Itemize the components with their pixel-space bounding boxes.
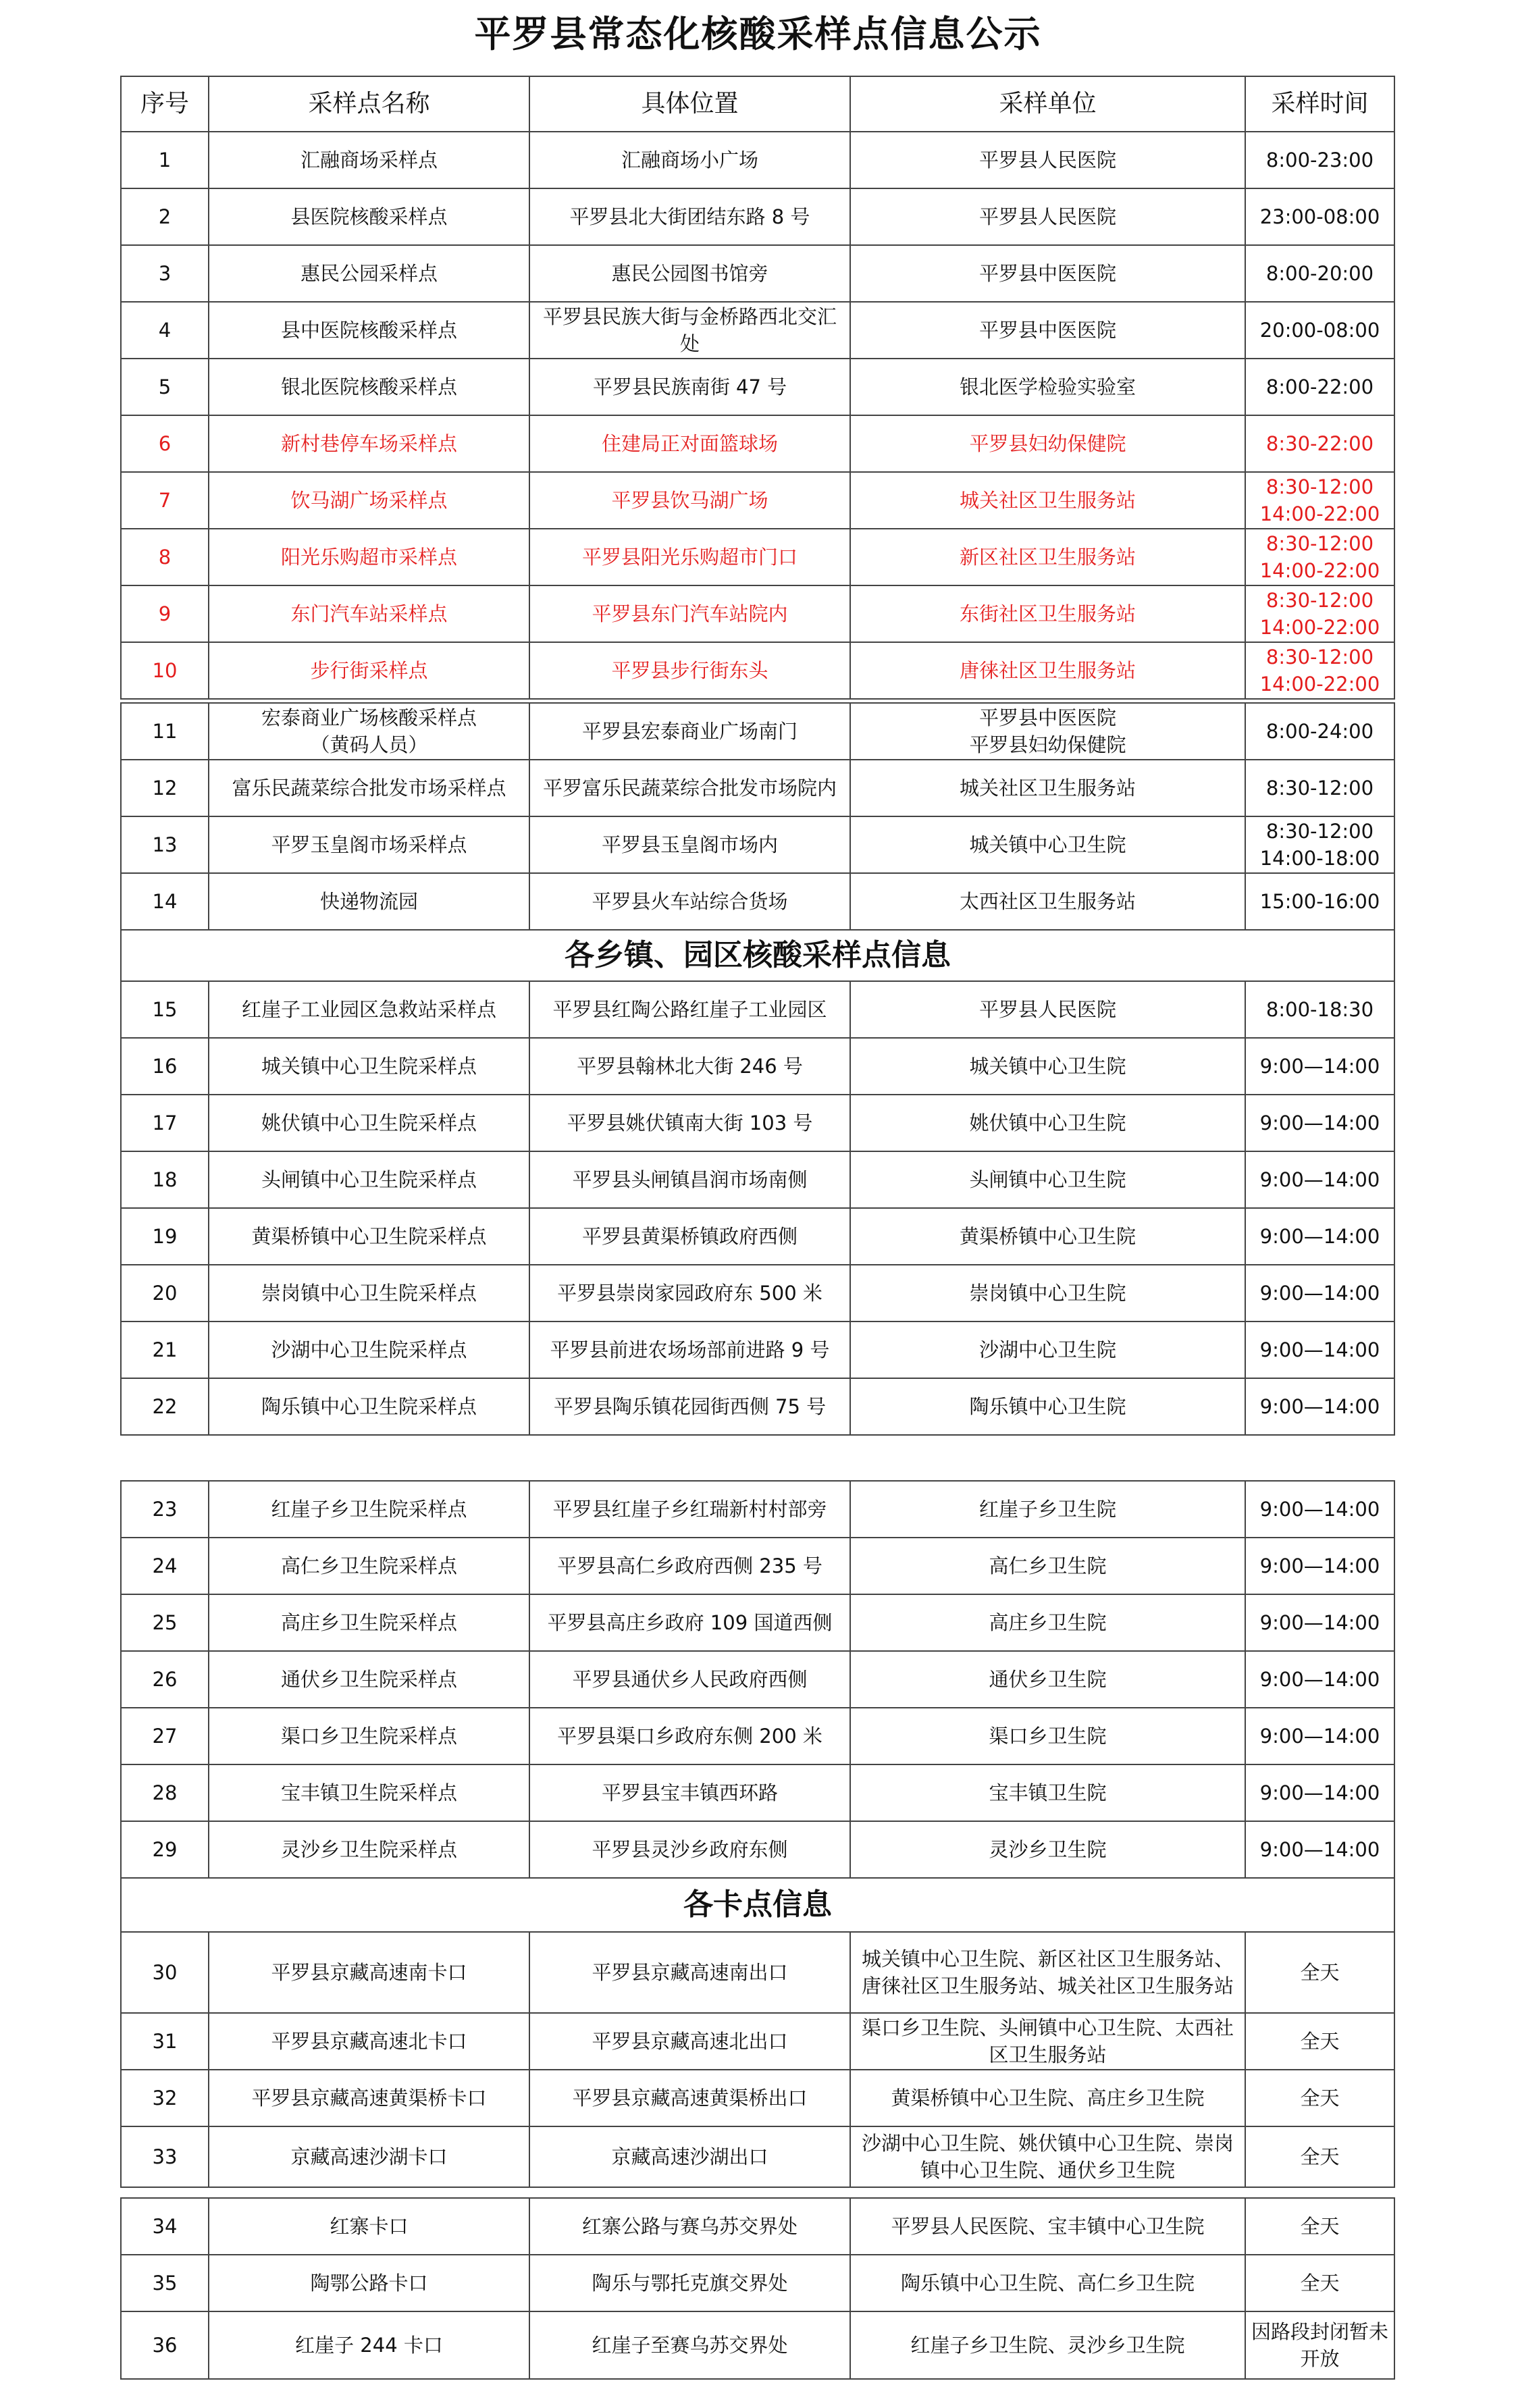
cell-time-line: 8:30-22:00 — [1265, 432, 1374, 455]
cell-no: 14 — [121, 873, 209, 930]
cell-name: 银北医院核酸采样点 — [209, 359, 529, 415]
cell-name: 头闸镇中心卫生院采样点 — [209, 1151, 529, 1208]
cell-name — [209, 873, 529, 930]
cell-time: 9:00—14:00 — [1245, 1821, 1394, 1878]
table-row — [121, 472, 1394, 529]
table-row — [121, 1038, 1394, 1095]
table-row — [121, 529, 1394, 585]
cell-unit: 城关镇中心卫生院、新区社区卫生服务站、唐徕社区卫生服务站、城关社区卫生服务站 — [850, 1932, 1245, 2013]
cell-no: 36 — [121, 2311, 209, 2379]
cell-name: 渠口乡卫生院采样点 — [209, 1708, 529, 1764]
cell-time: 9:00—14:00 — [1245, 1481, 1394, 1538]
cell-name: 京藏高速沙湖卡口 — [209, 2126, 529, 2187]
cell-no: 5 — [121, 359, 209, 415]
cell-unit: 宝丰镇卫生院 — [850, 1764, 1245, 1821]
cell-no: 35 — [121, 2255, 209, 2311]
cell-no: 28 — [121, 1764, 209, 1821]
cell-unit — [850, 703, 1245, 760]
section-title-towns: 各乡镇、园区核酸采样点信息 — [121, 930, 1394, 981]
cell-time — [1245, 188, 1394, 245]
cell-name — [209, 760, 529, 816]
cell-location: 平罗县陶乐镇花园街西侧 75 号 — [529, 1378, 850, 1435]
cell-no: 25 — [121, 1594, 209, 1651]
cell-name: 汇融商场采样点 — [209, 132, 529, 188]
cell-name: 平罗县京藏高速北卡口 — [209, 2013, 529, 2070]
cell-unit: 平罗县中医医院 — [850, 245, 1245, 302]
cell-location: 平罗县东门汽车站院内 — [529, 585, 850, 642]
cell-time-line: 8:30-12:00 — [1265, 589, 1374, 612]
cell-location: 平罗县宏泰商业广场南门 — [529, 703, 850, 760]
cell-time-line: 8:30-12:00 — [1265, 532, 1374, 555]
cell-unit-line: 平罗县中医医院 — [978, 706, 1116, 729]
cell-location: 平罗县京藏高速黄渠桥出口 — [529, 2070, 850, 2126]
cell-no: 27 — [121, 1708, 209, 1764]
cell-unit: 高庄乡卫生院 — [850, 1594, 1245, 1651]
header-unit: 采样单位 — [850, 76, 1245, 132]
cell-location: 平罗县前进农场场部前进路 9 号 — [529, 1321, 850, 1378]
cell-location: 陶乐与鄂托克旗交界处 — [529, 2255, 850, 2311]
section-title-checkpoints: 各卡点信息 — [121, 1878, 1394, 1932]
cell-unit: 通伏乡卫生院 — [850, 1651, 1245, 1708]
cell-time — [1245, 642, 1394, 699]
cell-time-line: 15:00-16:00 — [1259, 890, 1380, 913]
cell-location: 平罗县灵沙乡政府东侧 — [529, 1821, 850, 1878]
header-no: 序号 — [121, 76, 209, 132]
cell-name: 城关镇中心卫生院采样点 — [209, 1038, 529, 1095]
cell-location: 平罗县翰林北大街 246 号 — [529, 1038, 850, 1095]
cell-unit: 红崖子乡卫生院、灵沙乡卫生院 — [850, 2311, 1245, 2379]
cell-name: 红崖子工业园区急救站采样点 — [209, 981, 529, 1038]
cell-time-line: 14:00-22:00 — [1259, 616, 1380, 639]
section-row-checkpoints — [121, 1878, 1394, 1932]
cell-location: 平罗县京藏高速北出口 — [529, 2013, 850, 2070]
cell-location: 平罗县民族南街 47 号 — [529, 359, 850, 415]
cell-unit: 高仁乡卫生院 — [850, 1538, 1245, 1594]
cell-location: 平罗县民族大街与金桥路西北交汇处 — [529, 302, 850, 359]
cell-location: 平罗富乐民蔬菜综合批发市场院内 — [529, 760, 850, 816]
cell-no: 22 — [121, 1378, 209, 1435]
cell-location: 平罗县高庄乡政府 109 国道西侧 — [529, 1594, 850, 1651]
cell-no: 3 — [121, 245, 209, 302]
cell-unit-line: 城关镇中心卫生院 — [969, 833, 1126, 856]
table-row — [121, 132, 1394, 188]
cell-name: 陶乐镇中心卫生院采样点 — [209, 1378, 529, 1435]
cell-unit: 城关社区卫生服务站 — [850, 472, 1245, 529]
cell-unit: 崇岗镇中心卫生院 — [850, 1265, 1245, 1321]
cell-name — [209, 816, 529, 873]
cell-name-line: 富乐民蔬菜综合批发市场采样点 — [232, 777, 506, 800]
cell-name: 步行街采样点 — [209, 642, 529, 699]
cell-name: 陶鄂公路卡口 — [209, 2255, 529, 2311]
table-row — [121, 981, 1394, 1038]
cell-location: 平罗县京藏高速南出口 — [529, 1932, 850, 2013]
table-row — [121, 642, 1394, 699]
table-row — [121, 816, 1394, 873]
table-row — [121, 1932, 1394, 2013]
cell-unit: 陶乐镇中心卫生院、高仁乡卫生院 — [850, 2255, 1245, 2311]
cell-no: 30 — [121, 1932, 209, 2013]
cell-location: 平罗县高仁乡政府西侧 235 号 — [529, 1538, 850, 1594]
cell-location: 住建局正对面篮球场 — [529, 415, 850, 472]
cell-unit: 平罗县妇幼保健院 — [850, 415, 1245, 472]
cell-location: 平罗县渠口乡政府东侧 200 米 — [529, 1708, 850, 1764]
cell-unit: 沙湖中心卫生院 — [850, 1321, 1245, 1378]
table-row — [121, 2070, 1394, 2126]
cell-unit: 新区社区卫生服务站 — [850, 529, 1245, 585]
table-row — [121, 188, 1394, 245]
cell-no: 31 — [121, 2013, 209, 2070]
cell-no: 24 — [121, 1538, 209, 1594]
cell-no: 32 — [121, 2070, 209, 2126]
table-row — [121, 760, 1394, 816]
cell-no: 9 — [121, 585, 209, 642]
table-row — [121, 1151, 1394, 1208]
cell-no: 1 — [121, 132, 209, 188]
cell-time-line: 14:00-22:00 — [1259, 559, 1380, 582]
cell-location: 京藏高速沙湖出口 — [529, 2126, 850, 2187]
table-row — [121, 585, 1394, 642]
cell-unit: 平罗县人民医院 — [850, 188, 1245, 245]
cell-name: 高仁乡卫生院采样点 — [209, 1538, 529, 1594]
cell-time-line: 8:30-12:00 — [1265, 820, 1374, 843]
cell-time: 9:00—14:00 — [1245, 1538, 1394, 1594]
cell-name — [209, 703, 529, 760]
cell-unit: 东街社区卫生服务站 — [850, 585, 1245, 642]
cell-location: 平罗县宝丰镇西环路 — [529, 1764, 850, 1821]
cell-unit: 渠口乡卫生院、头闸镇中心卫生院、太西社区卫生服务站 — [850, 2013, 1245, 2070]
cell-unit: 黄渠桥镇中心卫生院 — [850, 1208, 1245, 1265]
table-row — [121, 1821, 1394, 1878]
table-row — [121, 245, 1394, 302]
cell-time-line: 8:00-23:00 — [1265, 149, 1374, 172]
table-row — [121, 2198, 1394, 2255]
cell-time: 9:00—14:00 — [1245, 1708, 1394, 1764]
cell-time — [1245, 529, 1394, 585]
table-row — [121, 1708, 1394, 1764]
cell-unit: 银北医学检验实验室 — [850, 359, 1245, 415]
cell-unit: 城关镇中心卫生院 — [850, 1038, 1245, 1095]
table-row — [121, 1378, 1394, 1435]
cell-time — [1245, 816, 1394, 873]
table-row — [121, 2255, 1394, 2311]
cell-location: 汇融商场小广场 — [529, 132, 850, 188]
cell-no: 19 — [121, 1208, 209, 1265]
table-row — [121, 1481, 1394, 1538]
table-row — [121, 359, 1394, 415]
cell-time: 因路段封闭暂未开放 — [1245, 2311, 1394, 2379]
cell-unit: 灵沙乡卫生院 — [850, 1821, 1245, 1878]
cell-unit: 平罗县人民医院、宝丰镇中心卫生院 — [850, 2198, 1245, 2255]
cell-time — [1245, 245, 1394, 302]
cell-unit: 渠口乡卫生院 — [850, 1708, 1245, 1764]
cell-location: 平罗县通伏乡人民政府西侧 — [529, 1651, 850, 1708]
cell-unit: 姚伏镇中心卫生院 — [850, 1095, 1245, 1151]
cell-time-line: 8:00-20:00 — [1265, 262, 1374, 285]
cell-time-line: 14:00-22:00 — [1259, 673, 1380, 696]
cell-name-line: 宏泰商业广场核酸采样点 — [261, 706, 477, 729]
cell-name: 姚伏镇中心卫生院采样点 — [209, 1095, 529, 1151]
section-row-towns — [121, 930, 1394, 981]
cell-location: 平罗县火车站综合货场 — [529, 873, 850, 930]
sampling-points-table-urban — [120, 76, 1395, 700]
cell-name: 红崖子乡卫生院采样点 — [209, 1481, 529, 1538]
cell-no: 2 — [121, 188, 209, 245]
cell-time: 全天 — [1245, 1932, 1394, 2013]
table-row — [121, 1538, 1394, 1594]
cell-no: 13 — [121, 816, 209, 873]
cell-no: 7 — [121, 472, 209, 529]
cell-location: 平罗县北大街团结东路 8 号 — [529, 188, 850, 245]
table-row — [121, 1265, 1394, 1321]
cell-unit: 黄渠桥镇中心卫生院、高庄乡卫生院 — [850, 2070, 1245, 2126]
cell-name: 惠民公园采样点 — [209, 245, 529, 302]
table-row — [121, 2126, 1394, 2187]
table-row — [121, 2013, 1394, 2070]
table-row — [121, 703, 1394, 760]
cell-name: 新村巷停车场采样点 — [209, 415, 529, 472]
cell-time: 全天 — [1245, 2070, 1394, 2126]
cell-name: 县医院核酸采样点 — [209, 188, 529, 245]
cell-name: 宝丰镇卫生院采样点 — [209, 1764, 529, 1821]
cell-time-line: 8:30-12:00 — [1265, 777, 1374, 800]
cell-no: 15 — [121, 981, 209, 1038]
cell-time-line: 20:00-08:00 — [1259, 319, 1380, 342]
cell-unit: 沙湖中心卫生院、姚伏镇中心卫生院、崇岗镇中心卫生院、通伏乡卫生院 — [850, 2126, 1245, 2187]
cell-time-line: 14:00-18:00 — [1259, 847, 1380, 870]
cell-time — [1245, 873, 1394, 930]
cell-name-line: 平罗玉皇阁市场采样点 — [271, 833, 467, 856]
cell-name: 平罗县京藏高速南卡口 — [209, 1932, 529, 2013]
cell-time-line: 8:30-12:00 — [1265, 646, 1374, 669]
cell-time: 9:00—14:00 — [1245, 1594, 1394, 1651]
table-row — [121, 415, 1394, 472]
cell-time-line: 8:00-24:00 — [1265, 720, 1374, 743]
cell-unit: 红崖子乡卫生院 — [850, 1481, 1245, 1538]
cell-no: 20 — [121, 1265, 209, 1321]
cell-name-line: 快递物流园 — [319, 890, 418, 913]
cell-no: 33 — [121, 2126, 209, 2187]
cell-time: 9:00—14:00 — [1245, 1764, 1394, 1821]
cell-unit — [850, 760, 1245, 816]
cell-unit-line: 城关社区卫生服务站 — [959, 777, 1136, 800]
cell-time: 全天 — [1245, 2126, 1394, 2187]
cell-location: 红寨公路与赛乌苏交界处 — [529, 2198, 850, 2255]
checkpoints-table-extra — [120, 2197, 1395, 2380]
table-row — [121, 1095, 1394, 1151]
cell-location: 平罗县饮马湖广场 — [529, 472, 850, 529]
cell-name: 县中医院核酸采样点 — [209, 302, 529, 359]
cell-unit — [850, 816, 1245, 873]
cell-no: 11 — [121, 703, 209, 760]
table-row — [121, 1651, 1394, 1708]
cell-location: 平罗县步行街东头 — [529, 642, 850, 699]
cell-time — [1245, 760, 1394, 816]
cell-location: 平罗县头闸镇昌润市场南侧 — [529, 1151, 850, 1208]
cell-location: 平罗县红陶公路红崖子工业园区 — [529, 981, 850, 1038]
cell-location: 红崖子至赛乌苏交界处 — [529, 2311, 850, 2379]
cell-time — [1245, 415, 1394, 472]
sampling-points-table-townships — [120, 1480, 1395, 2188]
cell-no: 16 — [121, 1038, 209, 1095]
cell-no: 4 — [121, 302, 209, 359]
cell-time: 9:00—14:00 — [1245, 1208, 1394, 1265]
cell-unit-line: 太西社区卫生服务站 — [959, 890, 1136, 913]
cell-time — [1245, 585, 1394, 642]
cell-time: 全天 — [1245, 2255, 1394, 2311]
cell-name: 黄渠桥镇中心卫生院采样点 — [209, 1208, 529, 1265]
cell-time — [1245, 472, 1394, 529]
table-row — [121, 1321, 1394, 1378]
cell-location: 平罗县阳光乐购超市门口 — [529, 529, 850, 585]
cell-time-line: 8:00-22:00 — [1265, 375, 1374, 398]
cell-no: 34 — [121, 2198, 209, 2255]
table-row — [121, 2311, 1394, 2379]
cell-unit: 平罗县人民医院 — [850, 132, 1245, 188]
cell-no: 17 — [121, 1095, 209, 1151]
header-time: 采样时间 — [1245, 76, 1394, 132]
cell-name: 沙湖中心卫生院采样点 — [209, 1321, 529, 1378]
cell-name: 红崖子 244 卡口 — [209, 2311, 529, 2379]
cell-time-line: 14:00-22:00 — [1259, 502, 1380, 525]
cell-unit: 平罗县人民医院 — [850, 981, 1245, 1038]
sampling-points-table-towns — [120, 702, 1395, 1436]
cell-time: 8:00-18:30 — [1245, 981, 1394, 1038]
cell-name: 东门汽车站采样点 — [209, 585, 529, 642]
header-location: 具体位置 — [529, 76, 850, 132]
table-row — [121, 302, 1394, 359]
cell-unit: 唐徕社区卫生服务站 — [850, 642, 1245, 699]
cell-time-line: 23:00-08:00 — [1259, 205, 1380, 228]
cell-no: 10 — [121, 642, 209, 699]
cell-time — [1245, 132, 1394, 188]
cell-location: 平罗县黄渠桥镇政府西侧 — [529, 1208, 850, 1265]
cell-name: 平罗县京藏高速黄渠桥卡口 — [209, 2070, 529, 2126]
cell-location: 平罗县姚伏镇南大街 103 号 — [529, 1095, 850, 1151]
cell-time-line: 8:30-12:00 — [1265, 475, 1374, 498]
table-row — [121, 1764, 1394, 1821]
cell-name: 通伏乡卫生院采样点 — [209, 1651, 529, 1708]
cell-time: 9:00—14:00 — [1245, 1151, 1394, 1208]
cell-unit: 平罗县中医医院 — [850, 302, 1245, 359]
table-header-row — [121, 76, 1394, 132]
cell-unit-line: 平罗县妇幼保健院 — [969, 733, 1126, 756]
table-row — [121, 1594, 1394, 1651]
cell-time: 全天 — [1245, 2013, 1394, 2070]
cell-location: 平罗县玉皇阁市场内 — [529, 816, 850, 873]
cell-time: 9:00—14:00 — [1245, 1038, 1394, 1095]
cell-time — [1245, 359, 1394, 415]
cell-name: 高庄乡卫生院采样点 — [209, 1594, 529, 1651]
cell-no: 29 — [121, 1821, 209, 1878]
cell-no: 18 — [121, 1151, 209, 1208]
table-row — [121, 873, 1394, 930]
cell-time — [1245, 703, 1394, 760]
cell-name: 阳光乐购超市采样点 — [209, 529, 529, 585]
cell-time: 全天 — [1245, 2198, 1394, 2255]
cell-time: 9:00—14:00 — [1245, 1265, 1394, 1321]
cell-location: 惠民公园图书馆旁 — [529, 245, 850, 302]
cell-no: 12 — [121, 760, 209, 816]
cell-time: 9:00—14:00 — [1245, 1651, 1394, 1708]
cell-unit: 陶乐镇中心卫生院 — [850, 1378, 1245, 1435]
cell-no: 6 — [121, 415, 209, 472]
cell-no: 8 — [121, 529, 209, 585]
cell-time: 9:00—14:00 — [1245, 1378, 1394, 1435]
cell-name-line: （黄码人员） — [310, 733, 428, 756]
cell-time — [1245, 302, 1394, 359]
cell-name: 饮马湖广场采样点 — [209, 472, 529, 529]
cell-unit — [850, 873, 1245, 930]
cell-name: 灵沙乡卫生院采样点 — [209, 1821, 529, 1878]
cell-location: 平罗县红崖子乡红瑞新村村部旁 — [529, 1481, 850, 1538]
page-title: 平罗县常态化核酸采样点信息公示 — [474, 12, 1042, 55]
cell-no: 26 — [121, 1651, 209, 1708]
cell-location: 平罗县崇岗家园政府东 500 米 — [529, 1265, 850, 1321]
table-row — [121, 1208, 1394, 1265]
cell-no: 23 — [121, 1481, 209, 1538]
cell-name: 崇岗镇中心卫生院采样点 — [209, 1265, 529, 1321]
cell-time: 9:00—14:00 — [1245, 1321, 1394, 1378]
cell-unit: 头闸镇中心卫生院 — [850, 1151, 1245, 1208]
cell-time: 9:00—14:00 — [1245, 1095, 1394, 1151]
cell-no: 21 — [121, 1321, 209, 1378]
header-name: 采样点名称 — [209, 76, 529, 132]
cell-name: 红寨卡口 — [209, 2198, 529, 2255]
